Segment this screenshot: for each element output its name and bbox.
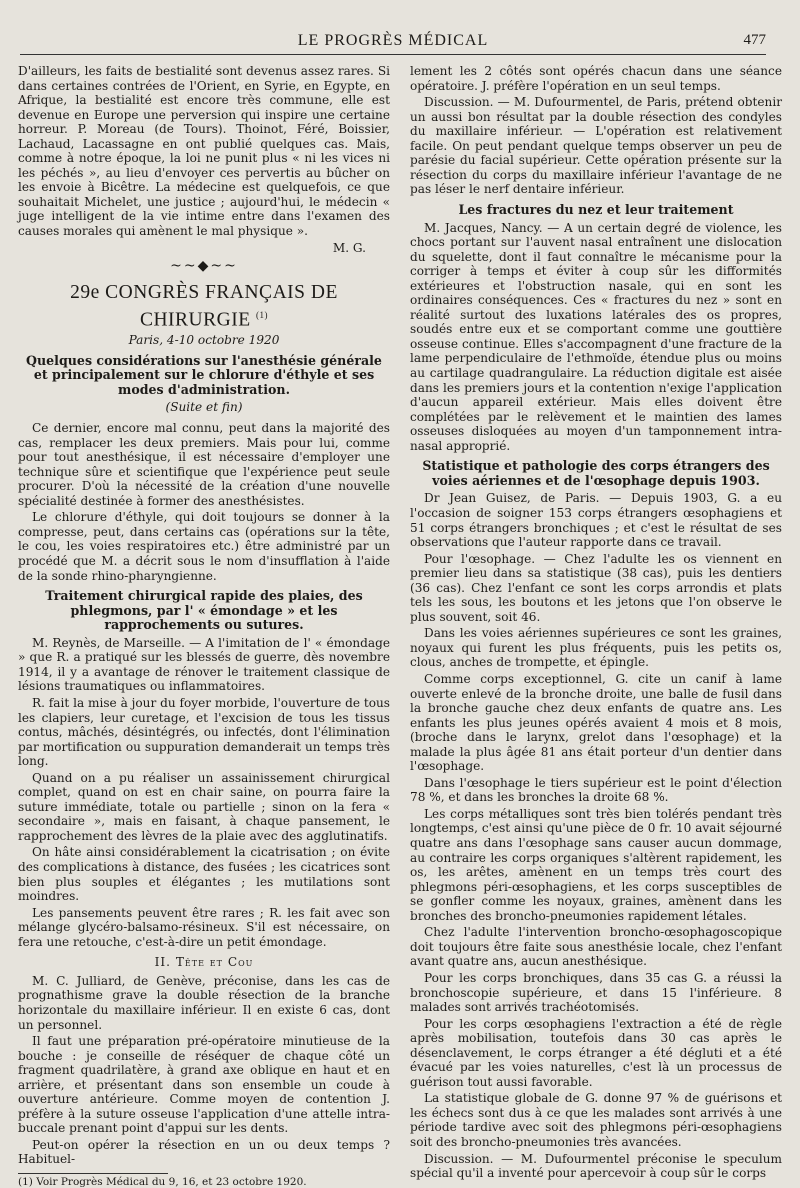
paragraph: Discussion. — M. Dufourmentel, de Paris, prétend obtenir un aussi bon résultat par la double résection des condyles du maxillaire inférieur. — L'opération est relativement facile. On peut pendant quelque temps observer un peu de parésie du facial supérieur. Cette opération présente sur la résection du corps du maxillaire inférieur l'avantage de ne pas léser le nerf dentaire inférieur. — [410, 95, 782, 197]
paragraph: Dr Jean Guisez, de Paris. — Depuis 1903, G. a eu l'occasion de soigner 153 corps étrangers œsophagiens et 51 corps étrangers bronchiques ; et c'est le résultat de ses observations que l'auteur rapporte dans ce travail. — [410, 491, 782, 550]
paragraph: Dans l'œsophage le tiers supérieur est le point d'élection 78 %, et dans les bronches la droite 68 %. — [410, 775, 782, 805]
paragraph: M. C. Julliard, de Genève, préconise, dans les cas de prognathisme grave la double résection de la branche horizontale du maxillaire inférieur. Il en existe 6 cas, dont un personnel. — [18, 973, 390, 1032]
footnote-text: (1) Voir Progrès Médical du 9, 16, et 23 octobre 1920. — [18, 1175, 307, 1188]
right-column — [410, 64, 782, 1183]
paragraph: Pour l'œsophage. — Chez l'adulte les os viennent en premier lieu dans sa statistique (38 cas), puis les dentiers (36 cas). Chez l'enfant ce sont les corps arrondis et plats tels les sous, les boutons et les jetons que l'on observe le plus souvent, soit 46. — [410, 551, 782, 624]
running-header — [20, 32, 766, 55]
paragraph: R. fait la mise à jour du foyer morbide, l'ouverture de tous les clapiers, leur curetage, et l'excision de tous les tissus contus, mâchés, désintégrés, ou infectés, dont l'élimination par mortification ou suppuration demanderait un temps très long. — [18, 696, 390, 769]
left-column — [18, 64, 390, 1188]
congress-title — [18, 282, 390, 332]
ornament-divider: ~~◆~~ — [170, 258, 238, 275]
page-number: 477 — [743, 32, 766, 48]
paragraph: Le chlorure d'éthyle, qui doit toujours se donner à la compresse, peut, dans certains cas (opérations sur la tête, le cou, les voies respiratoires etc.) être administré par un procédé que M. a décrit sous le nom d'insufflation à l'aide de la sonde rhino-pharyngienne. — [18, 510, 390, 583]
paragraph: Discussion. — M. Dufourmentel préconise le speculum spécial qu'il a inventé pour apercevoir à coup sûr le corps — [410, 1151, 782, 1181]
paragraph: D'ailleurs, les faits de bestialité sont devenus assez rares. Si dans certaines contrées de l'Orient, en Syrie, en Egypte, en Afrique, la bestialité est encore très commune, elle est devenue en Europe une perversion qui inspire une certaine horreur. P. Moreau (de Tours). Thoinot, Féré, Boissier, Lachaud, Lacassagne en ont publié quelques cas. Mais, comme à notre époque, la loi ne punit plus « ni les vices ni les péchés », au lieu d'envoyer ces pervertis au bûcher on les envoie à Bicêtre. La médecine est quelquefois, ce que souhaitait Michelet, une justice ; aujourd'hui, le médecin « juge intelligent de la vie intime entre dans l'examen des causes morales qui amènent le mal physique ». — [18, 64, 390, 239]
paragraph: Les corps métalliques sont très bien tolérés pendant très longtemps, c'est ainsi qu'une pièce de 0 fr. 10 avait séjourné quatre ans dans l'œsophage sans causer aucun dommage, au contraire les corps organiques s'altèrent rapidement, les os, les arêtes, amènent en un temps très court des phlegmons péri-œsophagiens, et les corps susceptibles de se gonfler comme les noyaux, graines, amènent dans les bronches des broncho-pneumonies rapidement létales. — [410, 806, 782, 923]
paragraph: La statistique globale de G. donne 97 % de guérisons et les échecs sont dus à ce que les malades sont arrivés à une période tardive avec soit des phlegmons péri-œsophagiens soit des broncho-pneumonies très avancées. — [410, 1091, 782, 1149]
section-heading: Traitement chirurgical rapide des plaies, des phlegmons, par l' « émondage » et les rapprochements ou sutures. — [45, 588, 363, 633]
paragraph: Ce dernier, encore mal connu, peut dans la majorité des cas, remplacer les deux premiers. Mais pour lui, comme pour tout anesthésique, il est nécessaire d'employer une technique sûre et scientifique que l'expérience peut seule procurer. D'où la nécessité de la création d'une nouvelle spécialité destinée à former des anesthésistes. — [18, 421, 390, 508]
paragraph: Comme corps exceptionnel, G. cite un canif à lame ouverte enlevé de la bronche droite, une balle de fusil dans la bronche gauche chez deux enfants de quatre ans. Les enfants les plus jeunes opérés avaient 4 mois et 8 mois, (broche dans le larynx, grelot dans l'œsophage) et la malade la plus âgée 81 ans était porteur d'un dentier dans l'œsophage. — [410, 672, 782, 774]
paragraph: Pour les corps bronchiques, dans 35 cas G. a réussi la bronchoscopie supérieure, et dans 15 l'inférieure. 8 malades sont arrivés trachéotomisés. — [410, 970, 782, 1015]
paragraph: Dans les voies aériennes supérieures ce sont les graines, noyaux qui furent les plus fréquents, puis les petits os, clous, anches de trompette, et épingle. — [410, 626, 782, 670]
congress-title-text: 29e CONGRÈS FRANÇAIS DE CHIRURGIE — [70, 281, 338, 331]
footnote-marker: (1) — [256, 309, 269, 320]
paragraph: On hâte ainsi considérablement la cicatrisation ; on évite des complications à distance, des fusées ; les cicatrices sont bien plus souples et élégantes ; les mutilations sont moindres. — [18, 845, 390, 904]
paragraph: Quand on a pu réaliser un assainissement chirurgical complet, quand on est en chair saine, on pourra faire la suture immédiate, totale ou partielle ; sinon on la fera « secondaire », mais en faisant, à chaque pansement, le rapprochement des lèvres de la plaie avec des agglutinatifs. — [18, 770, 390, 843]
congress-place-date: Paris, 4-10 octobre 1920 — [128, 333, 280, 348]
journal-title: LE PROGRÈS MÉDICAL — [297, 32, 489, 49]
paragraph: Pour les corps œsophagiens l'extraction a été de règle après mobilisation, toutefois dans 30 cas après le désenclavement, le corps étranger a été dégluti et a été évacué par les voies naturelles, c'est là un processus de guérison tout aussi favorable. — [410, 1016, 782, 1089]
subsection-heading: II. Tête et Cou — [154, 955, 254, 970]
section-heading: Les fractures du nez et leur traitement — [458, 201, 734, 217]
section-heading: Quelques considérations sur l'anesthésie générale et principalement sur le chlorure d'éthyle et ses modes d'administration. — [26, 352, 382, 397]
signature: M. G. — [332, 240, 366, 255]
paragraph: lement les 2 côtés sont opérés chacun dans une séance opératoire. J. préfère l'opération en un seul temps. — [410, 64, 782, 93]
columns — [18, 64, 782, 1188]
paragraph: Peut-on opérer la résection en un ou deux temps ? Habituel- — [18, 1137, 390, 1167]
paragraph: M. Jacques, Nancy. — A un certain degré de violence, les chocs portant sur l'auvent nasal entraînent une dislocation du squelette, dont il faut connaître le mécanisme pour la corriger à temps et éviter à coup sûr les difformités extérieures et l'obstruction nasale, qui en sont les ordinaires conséquences. Ces « fractures du nez » sont en réalité surtout des luxations latérales des os propres, soudés entre eux et se comportant comme une gouttière osseuse continue. Elles s'accompagnent d'une fracture de la lame perpendiculaire de l'ethmoïde, étendue plus ou moins au cartilage quadrangulaire. La réduction digitale est aisée dans les premiers jours et la contention n'exige l'application d'aucun appareil extérieur. Mais elles doivent être complétées par le relèvement et le maintien des lames osseuses disloquées au moyen d'un tamponnement intra-nasal approprié. — [410, 220, 782, 453]
paragraph: Il faut une préparation pré-opératoire minutieuse de la bouche : je conseille de réséquer de chaque côté un fragment quadrilatère, à grand axe oblique en haut et en arrière, et présentant dans son ensemble un coude à ouverture antérieure. Comme moyen de contention J. préfère à la suture osseuse l'application d'une attelle intra-buccale prenant point d'appui sur les dents. — [18, 1034, 390, 1136]
paragraph: Les pansements peuvent être rares ; R. les fait avec son mélange glycéro-balsamo-résineux. S'il est nécessaire, on fera une retouche, c'est-à-dire un petit émondage. — [18, 905, 390, 949]
section-heading: Statistique et pathologie des corps étrangers des voies aériennes et de l'œsophage depuis 1903. — [422, 458, 770, 488]
paragraph: M. Reynès, de Marseille. — A l'imitation de l' « émondage » que R. a pratiqué sur les blessés de guerre, dès novembre 1914, il y a avantage de rénover le traitement classique de lésions traumatiques ou inflammatoires. — [18, 635, 390, 694]
footnote — [18, 1173, 307, 1188]
suite-note: (Suite et fin) — [165, 400, 243, 415]
paragraph: Chez l'adulte l'intervention broncho-œsophagoscopique doit toujours être faite sous anesthésie locale, chez l'enfant avant quatre ans, aucun anesthésique. — [410, 925, 782, 969]
